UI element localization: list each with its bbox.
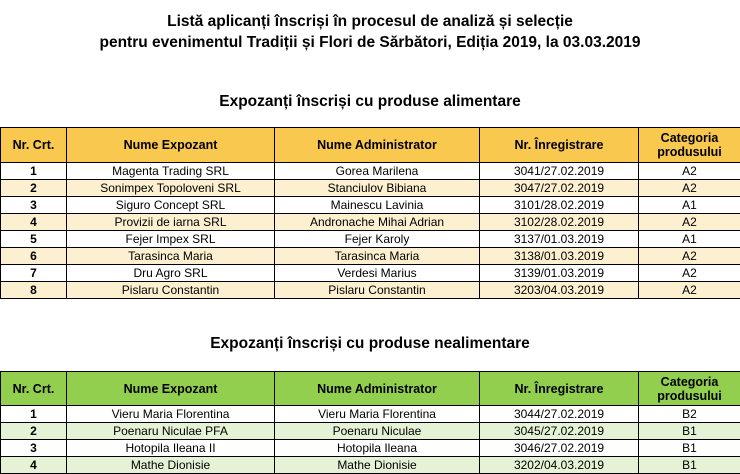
nonfood-exhibitors-table	[0, 371, 740, 474]
table-row	[1, 231, 740, 248]
cell-expozant: Poenaru Niculae PFA	[67, 423, 275, 440]
cell-categoria: A2	[639, 214, 740, 231]
cell-administrator: Vieru Maria Florentina	[275, 406, 480, 423]
table-row	[1, 440, 740, 457]
cell-expozant: Provizii de iarna SRL	[67, 214, 275, 231]
cell-inregistrare: 3203/04.03.2019	[480, 282, 639, 299]
cell-administrator: Mathe Dionisie	[275, 457, 480, 474]
cell-categoria: A2	[639, 265, 740, 282]
table-row	[1, 282, 740, 299]
cell-expozant: Dru Agro SRL	[67, 265, 275, 282]
cell-inregistrare: 3102/28.02.2019	[480, 214, 639, 231]
cell-categoria: A2	[639, 163, 740, 180]
section-title-nonfood: Expozanți înscriși cu produse nealimentare	[210, 335, 530, 352]
cell-nr: 8	[1, 282, 67, 299]
cell-nr: 3	[1, 440, 67, 457]
cell-administrator: Fejer Karoly	[275, 231, 480, 248]
nonfood-table-body	[1, 406, 740, 474]
cell-nr: 4	[1, 457, 67, 474]
cell-inregistrare: 3046/27.02.2019	[480, 440, 639, 457]
column-header-inregistrare: Nr. Înregistrare	[480, 128, 639, 163]
cell-administrator: Mainescu Lavinia	[275, 197, 480, 214]
cell-nr: 2	[1, 180, 67, 197]
table-row	[1, 214, 740, 231]
cell-expozant: Pislaru Constantin	[67, 282, 275, 299]
document-title-line2: pentru evenimentul Tradiții și Flori de Sărbători, Ediția 2019, la 03.03.2019	[99, 34, 641, 51]
cell-categoria: A2	[639, 180, 740, 197]
table-header-row	[1, 372, 740, 406]
cell-nr: 6	[1, 248, 67, 265]
cell-categoria: B1	[639, 440, 740, 457]
table-row	[1, 457, 740, 474]
cell-nr: 5	[1, 231, 67, 248]
table-row	[1, 423, 740, 440]
cell-inregistrare: 3137/01.03.2019	[480, 231, 639, 248]
table-row	[1, 406, 740, 423]
cell-expozant: Siguro Concept SRL	[67, 197, 275, 214]
table-row	[1, 265, 740, 282]
column-header-administrator: Nume Administrator	[275, 128, 480, 163]
cell-expozant: Vieru Maria Florentina	[67, 406, 275, 423]
cell-inregistrare: 3047/27.02.2019	[480, 180, 639, 197]
column-header-categoria: Categoria produsului	[639, 372, 740, 406]
cell-administrator: Andronache Mihai Adrian	[275, 214, 480, 231]
cell-administrator: Gorea Marilena	[275, 163, 480, 180]
food-table-body	[1, 163, 740, 299]
cell-expozant: Tarasinca Maria	[67, 248, 275, 265]
cell-nr: 3	[1, 197, 67, 214]
cell-categoria: A2	[639, 248, 740, 265]
cell-nr: 4	[1, 214, 67, 231]
cell-inregistrare: 3202/04.03.2019	[480, 457, 639, 474]
cell-categoria: B1	[639, 423, 740, 440]
cell-categoria: A2	[639, 282, 740, 299]
food-exhibitors-table	[0, 127, 740, 299]
column-header-inregistrare: Nr. Înregistrare	[480, 372, 639, 406]
cell-categoria: B2	[639, 406, 740, 423]
cell-nr: 7	[1, 265, 67, 282]
column-header-administrator: Nume Administrator	[275, 372, 480, 406]
cell-expozant: Magenta Trading SRL	[67, 163, 275, 180]
cell-administrator: Stanciulov Bibiana	[275, 180, 480, 197]
table-row	[1, 163, 740, 180]
cell-administrator: Verdesi Marius	[275, 265, 480, 282]
table-row	[1, 180, 740, 197]
table-row	[1, 248, 740, 265]
cell-inregistrare: 3139/01.03.2019	[480, 265, 639, 282]
table-row	[1, 197, 740, 214]
cell-inregistrare: 3045/27.02.2019	[480, 423, 639, 440]
cell-administrator: Poenaru Niculae	[275, 423, 480, 440]
column-header-expozant: Nume Expozant	[67, 128, 275, 163]
column-header-expozant: Nume Expozant	[67, 372, 275, 406]
section-title-food: Expozanți înscriși cu produse alimentare	[219, 93, 521, 110]
cell-inregistrare: 3101/28.02.2019	[480, 197, 639, 214]
cell-categoria: A1	[639, 197, 740, 214]
table-header-row	[1, 128, 740, 163]
column-header-nr: Nr. Crt.	[1, 372, 67, 406]
column-header-nr: Nr. Crt.	[1, 128, 67, 163]
column-header-categoria: Categoria produsului	[639, 128, 740, 163]
cell-categoria: B1	[639, 457, 740, 474]
cell-inregistrare: 3041/27.02.2019	[480, 163, 639, 180]
cell-administrator: Pislaru Constantin	[275, 282, 480, 299]
cell-inregistrare: 3138/01.03.2019	[480, 248, 639, 265]
cell-expozant: Hotopila Ileana II	[67, 440, 275, 457]
cell-nr: 1	[1, 406, 67, 423]
cell-administrator: Tarasinca Maria	[275, 248, 480, 265]
cell-expozant: Fejer Impex SRL	[67, 231, 275, 248]
cell-inregistrare: 3044/27.02.2019	[480, 406, 639, 423]
cell-expozant: Sonimpex Topoloveni SRL	[67, 180, 275, 197]
cell-administrator: Hotopila Ileana	[275, 440, 480, 457]
cell-nr: 1	[1, 163, 67, 180]
document-title-line1: Listă aplicanți înscriși în procesul de analiză și selecție	[167, 13, 573, 30]
cell-expozant: Mathe Dionisie	[67, 457, 275, 474]
cell-categoria: A1	[639, 231, 740, 248]
cell-nr: 2	[1, 423, 67, 440]
